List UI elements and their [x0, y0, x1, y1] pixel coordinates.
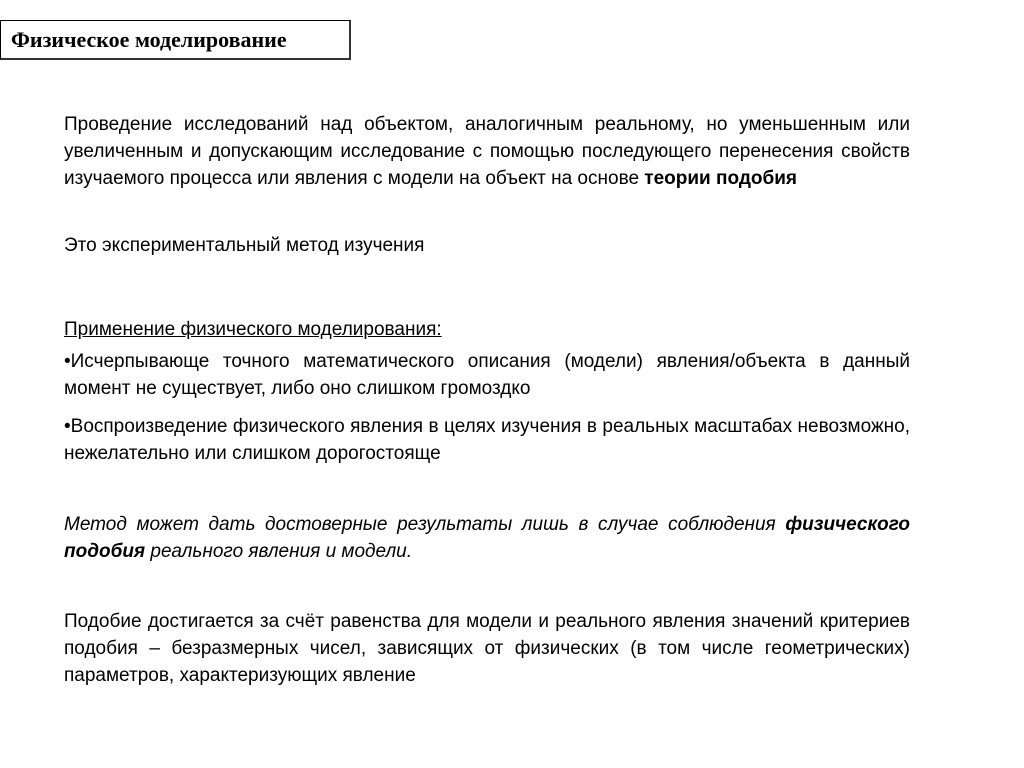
definition-text: Проведение исследований над объектом, аналогичным реальному, но уменьшенным или увеличенным и допускающим исследование с помощью последующего перенесения свойств изучаемого процесса или явления с модели на объект на основе: [64, 114, 910, 189]
definition-bold-term: теории подобия: [644, 168, 798, 189]
slide-title-box: [0, 20, 351, 60]
condition-text-1: Метод может дать достоверные результаты лишь в случае соблюдения: [64, 514, 786, 535]
condition-paragraph: [64, 511, 910, 565]
application-bullet-1: •Исчерпывающе точного математического описания (модели) явления/объекта в данный момент не существует, либо оно слишком громоздко: [64, 351, 910, 399]
application-bullet-2: •Воспроизведение физического явления в целях изучения в реальных масштабах невозможно, нежелательно или слишком дорогостояще: [64, 416, 910, 464]
slide-title: Физическое моделирование: [11, 27, 287, 52]
definition-paragraph: [64, 111, 910, 192]
condition-bold-term: физического подобия: [64, 514, 910, 562]
method-note: Это экспериментальный метод изучения: [64, 235, 425, 256]
similarity-paragraph: Подобие достигается за счёт равенства для модели и реального явления значений критериев подобия – безразмерных чисел, зависящих от физических (в том числе геометрических) параметров, характеризующих явление: [64, 611, 910, 686]
condition-text-2: реального явления и модели.: [145, 541, 413, 562]
application-heading: Применение физического моделирования:: [64, 319, 442, 340]
